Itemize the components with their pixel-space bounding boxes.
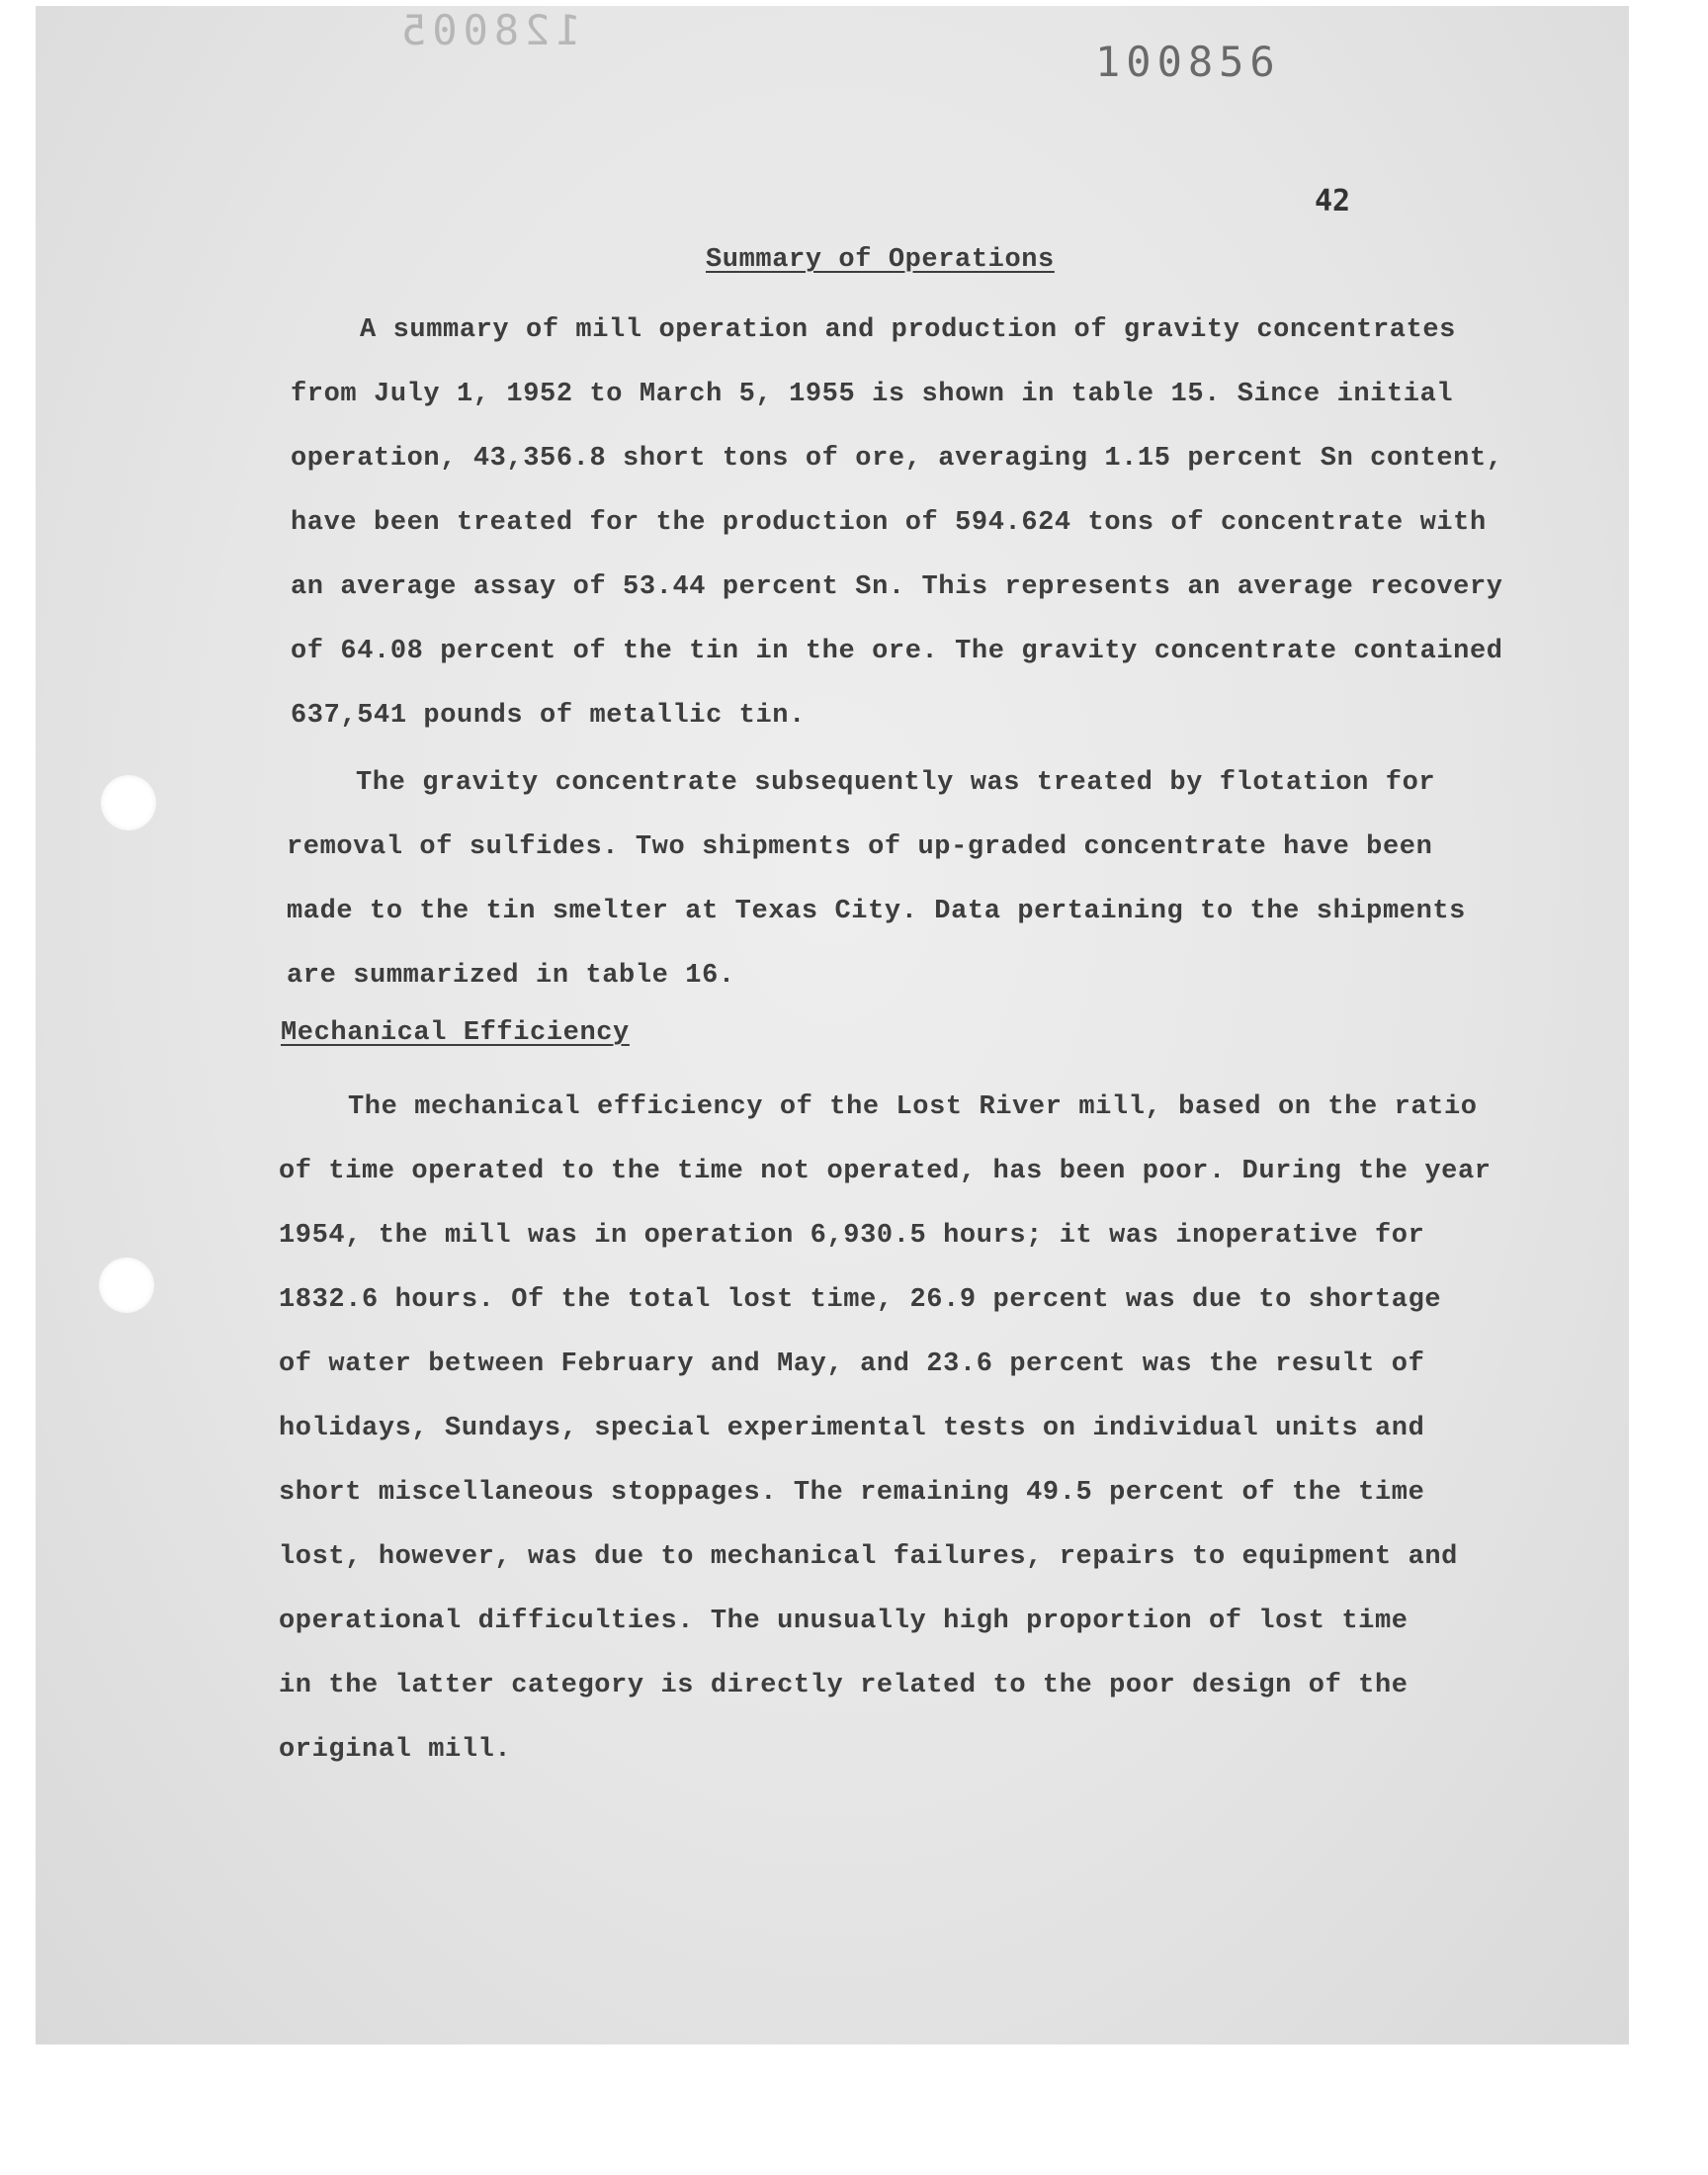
text-line: an average assay of 53.44 percent Sn. This represents an average recovery: [291, 572, 1503, 602]
text-line: The gravity concentrate subsequently was treated by flotation for: [356, 768, 1436, 798]
text-line: are summarized in table 16.: [287, 961, 735, 991]
text-line: original mill.: [279, 1735, 512, 1765]
text-line: made to the tin smelter at Texas City. Data pertaining to the shipments: [287, 897, 1466, 926]
paragraph-summary-flotation: [287, 751, 1466, 1008]
text-line: of 64.08 percent of the tin in the ore. The gravity concentrate contained: [291, 637, 1503, 666]
text-line: A summary of mill operation and production of gravity concentrates: [360, 315, 1456, 345]
text-line: in the latter category is directly related to the poor design of the: [279, 1671, 1409, 1700]
document-stamp-faint: 128005: [395, 6, 581, 54]
text-line: of time operated to the time not operated, has been poor. During the year: [279, 1157, 1492, 1186]
text-line: removal of sulfides. Two shipments of up-graded concentrate have been: [287, 832, 1433, 862]
punch-hole: [101, 775, 156, 830]
paragraph-summary-production: [291, 299, 1503, 748]
text-line: 1954, the mill was in operation 6,930.5 hours; it was inoperative for: [279, 1221, 1425, 1251]
text-line: operational difficulties. The unusually high proportion of lost time: [279, 1607, 1409, 1636]
section-heading-summary: Summary of Operations: [706, 245, 1055, 275]
text-line: have been treated for the production of 594.624 tons of concentrate with: [291, 508, 1487, 538]
punch-hole: [99, 1258, 154, 1313]
page-number: 42: [1315, 184, 1351, 218]
text-line: 637,541 pounds of metallic tin.: [291, 701, 806, 731]
paragraph-mechanical-efficiency: [279, 1076, 1492, 1783]
text-line: operation, 43,356.8 short tons of ore, averaging 1.15 percent Sn content,: [291, 444, 1503, 474]
section-heading-mechanical-efficiency: Mechanical Efficiency: [281, 1018, 630, 1048]
text-line: from July 1, 1952 to March 5, 1955 is shown in table 15. Since initial: [291, 380, 1454, 409]
text-line: 1832.6 hours. Of the total lost time, 26.9 percent was due to shortage: [279, 1285, 1442, 1315]
document-stamp-number: 100856: [1095, 38, 1281, 86]
text-line: of water between February and May, and 23.6 percent was the result of: [279, 1349, 1425, 1379]
text-line: short miscellaneous stoppages. The remaining 49.5 percent of the time: [279, 1478, 1425, 1508]
page-margin: [0, 2076, 1708, 2175]
text-line: holidays, Sundays, special experimental tests on individual units and: [279, 1414, 1425, 1443]
text-line: The mechanical efficiency of the Lost River mill, based on the ratio: [348, 1092, 1478, 1122]
text-line: lost, however, was due to mechanical failures, repairs to equipment and: [279, 1542, 1458, 1572]
